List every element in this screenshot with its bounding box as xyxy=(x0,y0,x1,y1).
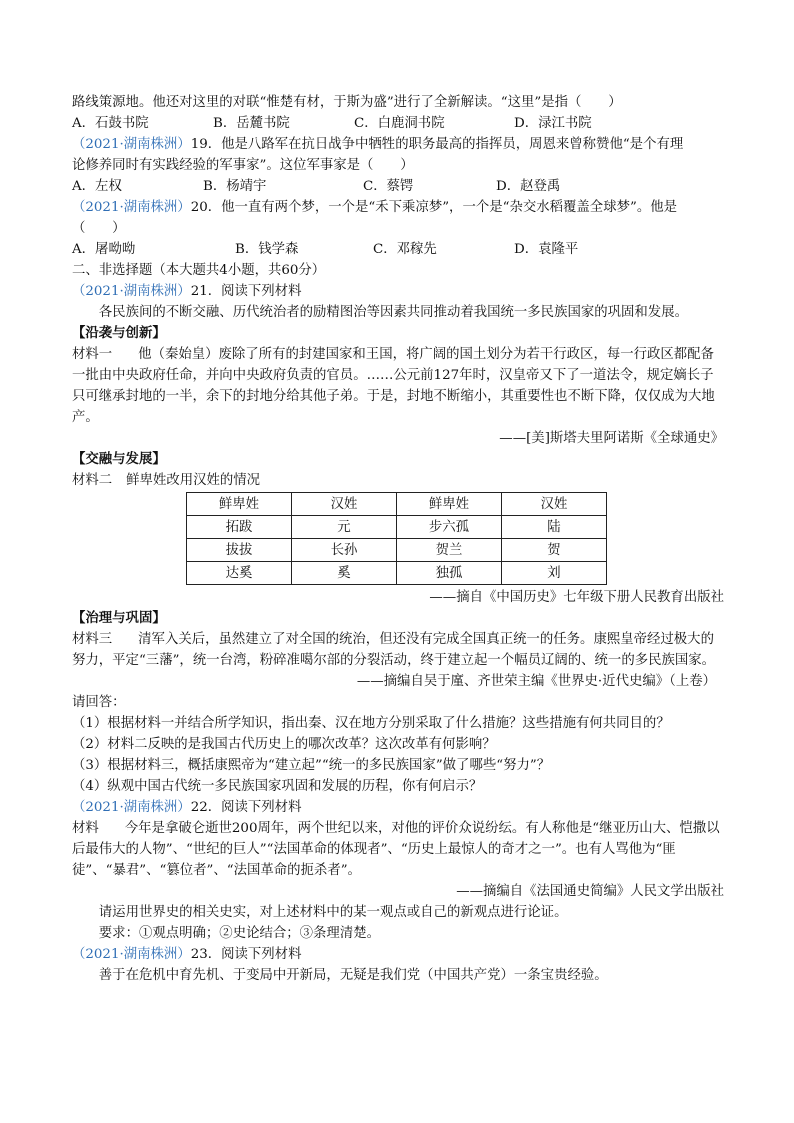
q19-options xyxy=(72,176,724,197)
table-row xyxy=(187,562,607,585)
q20-option-b[interactable]: B．钱学森 xyxy=(235,242,299,257)
q20-source: （2021·湖南株洲） xyxy=(72,200,191,215)
q22-title: 22．阅读下列材料 xyxy=(190,800,302,815)
q20-option-d[interactable]: D．袁隆平 xyxy=(514,242,579,257)
q19-option-a[interactable]: A．左权 xyxy=(72,179,122,194)
table-cell: 贺兰 xyxy=(397,539,502,562)
q20-text2: （ ） xyxy=(72,221,126,236)
q21-material2 xyxy=(72,470,724,491)
q23-text: 善于在危机中育先机、于变局中开新局，无疑是我们党（中国共产党）一条宝贵经验。 xyxy=(98,968,608,983)
q20-options xyxy=(72,239,724,260)
q21-question-1: （1）根据材料一并结合所学知识，指出秦、汉在地方分别采取了什么措施？这些措施有何共同目的？ xyxy=(72,716,670,731)
table-cell: 步六孤 xyxy=(397,516,502,539)
q18-text: 路线策源地。他还对这里的对联“惟楚有材，于斯为盛”进行了全新解读。“这里”是指（ ） xyxy=(72,95,622,110)
q18-options xyxy=(72,113,724,134)
table-row xyxy=(187,539,607,562)
q22-task: 请运用世界史的相关史实，对上述材料中的某一观点或自己的新观点进行论证。 xyxy=(98,905,568,920)
q18-option-d[interactable]: D．渌江书院 xyxy=(514,116,592,131)
q21-m1-label: 材料一 xyxy=(72,347,113,362)
q21-m2-label: 材料二 xyxy=(72,473,113,488)
q23-title: 23．阅读下列材料 xyxy=(190,947,302,962)
q21-m3-source: ——摘编自吴于廑、齐世荣主编《世界史·近代史编》（上卷） xyxy=(356,674,716,689)
q21-intro: 各民族间的不断交融、历代统治者的励精图治等因素共同推动着我国统一多民族国家的巩固和发展。 xyxy=(98,305,688,320)
q19-source: （2021·湖南株洲） xyxy=(72,137,191,152)
q21-m1-source: ——[美]斯塔夫里阿诺斯《全球通史》 xyxy=(499,431,724,446)
table-header: 汉姓 xyxy=(502,493,607,516)
q22-material xyxy=(72,818,724,881)
q20-text1: 20．他一直有两个梦，一个是“禾下乘凉梦”，一个是“杂交水稻覆盖全球梦”。他是 xyxy=(190,200,677,215)
table-header: 鲜卑姓 xyxy=(187,493,292,516)
q21-m2-source: ——摘自《中国历史》七年级下册人民教育出版社 xyxy=(429,590,724,605)
q18-option-a[interactable]: A．石鼓书院 xyxy=(72,116,149,131)
q21-section1: 【沿袭与创新】 xyxy=(72,325,166,341)
table-header-row xyxy=(187,493,607,516)
table-cell: 贺 xyxy=(502,539,607,562)
part2-heading: 二、非选择题（本大题共4小题，共60分） xyxy=(72,263,326,278)
q23-source: （2021·湖南株洲） xyxy=(72,947,191,962)
q19-option-b[interactable]: B．杨靖宇 xyxy=(203,179,267,194)
table-cell: 奚 xyxy=(292,562,397,585)
q21-source: （2021·湖南株洲） xyxy=(72,284,191,299)
table-cell: 长孙 xyxy=(292,539,397,562)
q20-option-a[interactable]: A．屠呦呦 xyxy=(72,242,136,257)
q18-option-b[interactable]: B．岳麓书院 xyxy=(213,116,290,131)
surname-table xyxy=(186,492,607,585)
q19-line1 xyxy=(72,134,724,155)
q21-title: 21．阅读下列材料 xyxy=(190,284,302,299)
q20-line1 xyxy=(72,197,724,218)
q22-m-text: 今年是拿破仑逝世200周年，两个世纪以来，对他的评价众说纷纭。有人称他是“继亚历山大、恺撒以后最伟大的人物”、“世纪的巨人”“法国革命的体现者”、“历史上最惊人的奇才之一”。也有人骂他为“匪徒”、“暴君”、“篡位者”、“法国革命的扼杀者”。 xyxy=(72,821,720,878)
table-cell: 达奚 xyxy=(187,562,292,585)
q21-m2-caption: 鲜卑姓改用汉姓的情况 xyxy=(126,473,261,488)
q21-section3: 【治理与巩固】 xyxy=(72,610,166,626)
q21-m3-text: 清军入关后，虽然建立了对全国的统治，但还没有完成全国真正统一的任务。康熙皇帝经过极大的努力，平定“三藩”，统一台湾，粉碎准噶尔部的分裂活动，终于建立起一个幅员辽阔的、统一的多民族国家。 xyxy=(72,632,716,668)
q21-m3-label: 材料三 xyxy=(72,632,113,647)
table-header: 鲜卑姓 xyxy=(397,493,502,516)
q22-m-source: ——摘编自《法国通史简编》人民文学出版社 xyxy=(456,884,724,899)
q21-material1 xyxy=(72,344,724,428)
q21-ask: 请回答： xyxy=(72,695,126,710)
q22-m-label: 材料 xyxy=(72,821,99,836)
q22-header xyxy=(72,797,724,818)
table-header: 汉姓 xyxy=(292,493,397,516)
q21-question-2: （2）材料二反映的是我国古代历史上的哪次改革？这次改革有何影响？ xyxy=(72,737,496,752)
table-cell: 拓跋 xyxy=(187,516,292,539)
q21-header xyxy=(72,281,724,302)
q22-source: （2021·湖南株洲） xyxy=(72,800,191,815)
exam-page xyxy=(72,92,724,986)
table-cell: 陆 xyxy=(502,516,607,539)
q18-option-c[interactable]: C．白鹿洞书院 xyxy=(354,116,445,131)
q21-question-4: （4）纵观中国古代统一多民族国家巩固和发展的历程，你有何启示？ xyxy=(72,779,483,794)
q19-text2: 论修养同时有实践经验的军事家”。这位军事家是（ ） xyxy=(72,158,414,173)
table-cell: 元 xyxy=(292,516,397,539)
q22-requirements: 要求：①观点明确；②史论结合；③条理清楚。 xyxy=(98,926,380,941)
q21-m1-text: 他（秦始皇）废除了所有的封建国家和王国，将广阔的国土划分为若干行政区，每一行政区都配备一批由中央政府任命，并向中央政府负责的官员。……公元前127年时，汉皇帝又下了一道法令，规定嫡长子只可继承封地的一半，余下的封地分给其他子弟。于是，封地不断缩小，其重要性也不断下降，仅仅成为大地产。 xyxy=(72,347,715,425)
q21-section2: 【交融与发展】 xyxy=(72,451,166,467)
table-cell: 刘 xyxy=(502,562,607,585)
q21-question-3: （3）根据材料三，概括康熙帝为“建立起”“统一的多民族国家”做了哪些“努力”？ xyxy=(72,758,551,773)
q19-option-c[interactable]: C．蔡锷 xyxy=(363,179,414,194)
q23-header xyxy=(72,944,724,965)
table-cell: 独孤 xyxy=(397,562,502,585)
q20-option-c[interactable]: C．邓稼先 xyxy=(373,242,437,257)
table-row xyxy=(187,516,607,539)
q19-text1: 19．他是八路军在抗日战争中牺牲的职务最高的指挥员，周恩来曾称赞他“是个有理 xyxy=(190,137,684,152)
table-cell: 拔拔 xyxy=(187,539,292,562)
q19-option-d[interactable]: D．赵登禹 xyxy=(496,179,561,194)
q21-material3 xyxy=(72,629,724,671)
